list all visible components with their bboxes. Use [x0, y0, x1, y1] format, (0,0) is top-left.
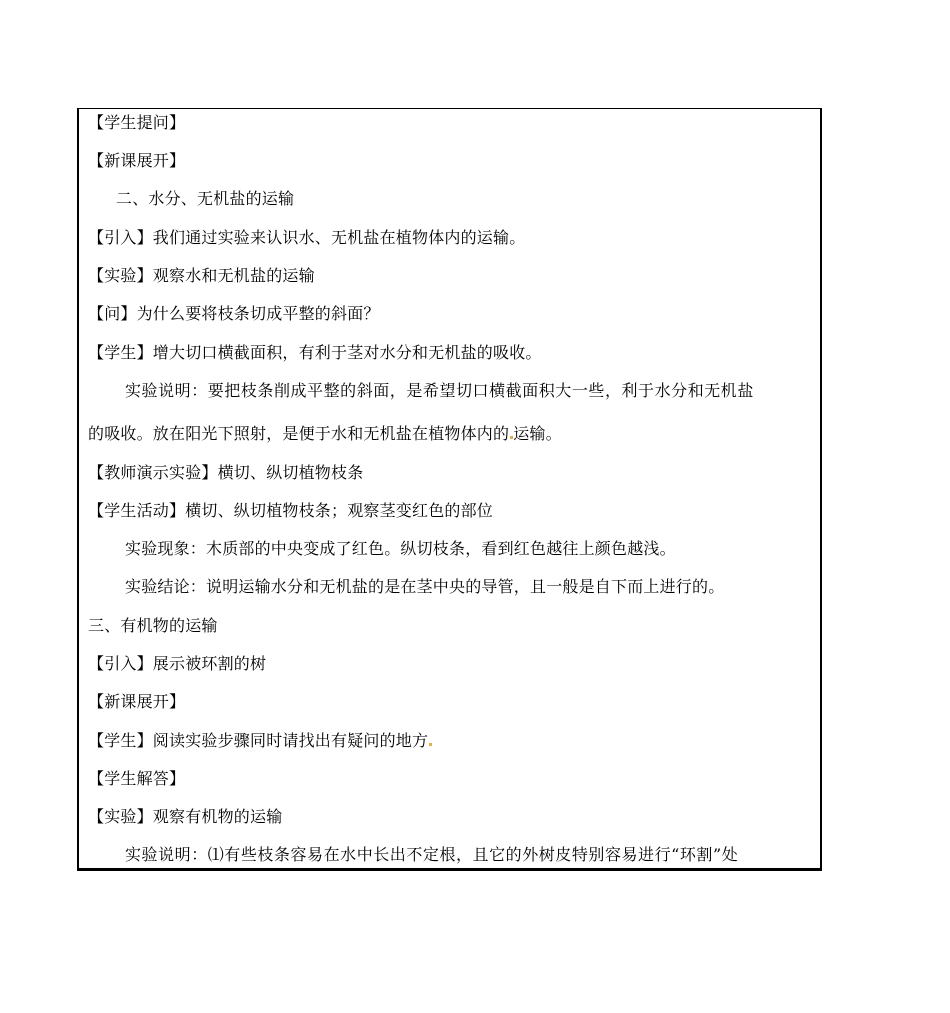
student-answer-paragraph: 【学生】增大切口横截面积，有利于茎对水分和无机盐的吸收。 [88, 343, 542, 362]
intro-girdled-tree: 【引入】展示被环割的树 [88, 654, 267, 673]
experiment-explanation-line-2: 的吸收。放在阳光下照射，是便于水和无机盐在植物体内的 运输。 [88, 424, 562, 443]
experiment-explanation-line-1: 实验说明：要把枝条削成平整的斜面，是希望切口横截面积大一些，利于水分和无机盐 [125, 381, 754, 400]
section-title-water-minerals: 二、水分、无机盐的运输 [116, 189, 295, 208]
heading-student-questions: 【学生提问】 [88, 113, 186, 132]
experiment-phenomenon: 实验现象：木质部的中央变成了红色。纵切枝条，看到红色越往上颜色越浅。 [125, 539, 676, 558]
experiment-heading: 【实验】观察水和无机盐的运输 [88, 266, 315, 285]
teacher-demo-heading: 【教师演示实验】横切、纵切植物枝条 [88, 463, 364, 482]
intro-paragraph: 【引入】我们通过实验来认识水、无机盐在植物体内的运输。 [88, 228, 526, 247]
question-paragraph: 【问】为什么要将枝条切成平整的斜面？ [88, 304, 380, 323]
student-answers-heading: 【学生解答】 [88, 769, 186, 788]
heading-new-lesson: 【新课展开】 [88, 151, 186, 170]
heading-new-lesson-2: 【新课展开】 [88, 692, 186, 711]
organic-experiment-explanation: 实验说明：⑴有些枝条容易在水中长出不定根，且它的外树皮特别容易进行“环割”处 [125, 845, 739, 864]
student-reading-task: 【学生】阅读实验步骤同时请找出有疑问的地方 [88, 730, 814, 752]
section-title-organic-matter: 三、有机物的运输 [88, 616, 218, 635]
highlight-mark [429, 743, 432, 746]
student-activity-heading: 【学生活动】横切、纵切植物枝条；观察茎变红色的部位 [88, 501, 494, 520]
lesson-content-box [77, 108, 822, 871]
experiment-conclusion: 实验结论：说明运输水分和无机盐的是在茎中央的导管，且一般是自下而上进行的。 [125, 577, 725, 596]
organic-experiment-heading: 【实验】观察有机物的运输 [88, 807, 283, 826]
